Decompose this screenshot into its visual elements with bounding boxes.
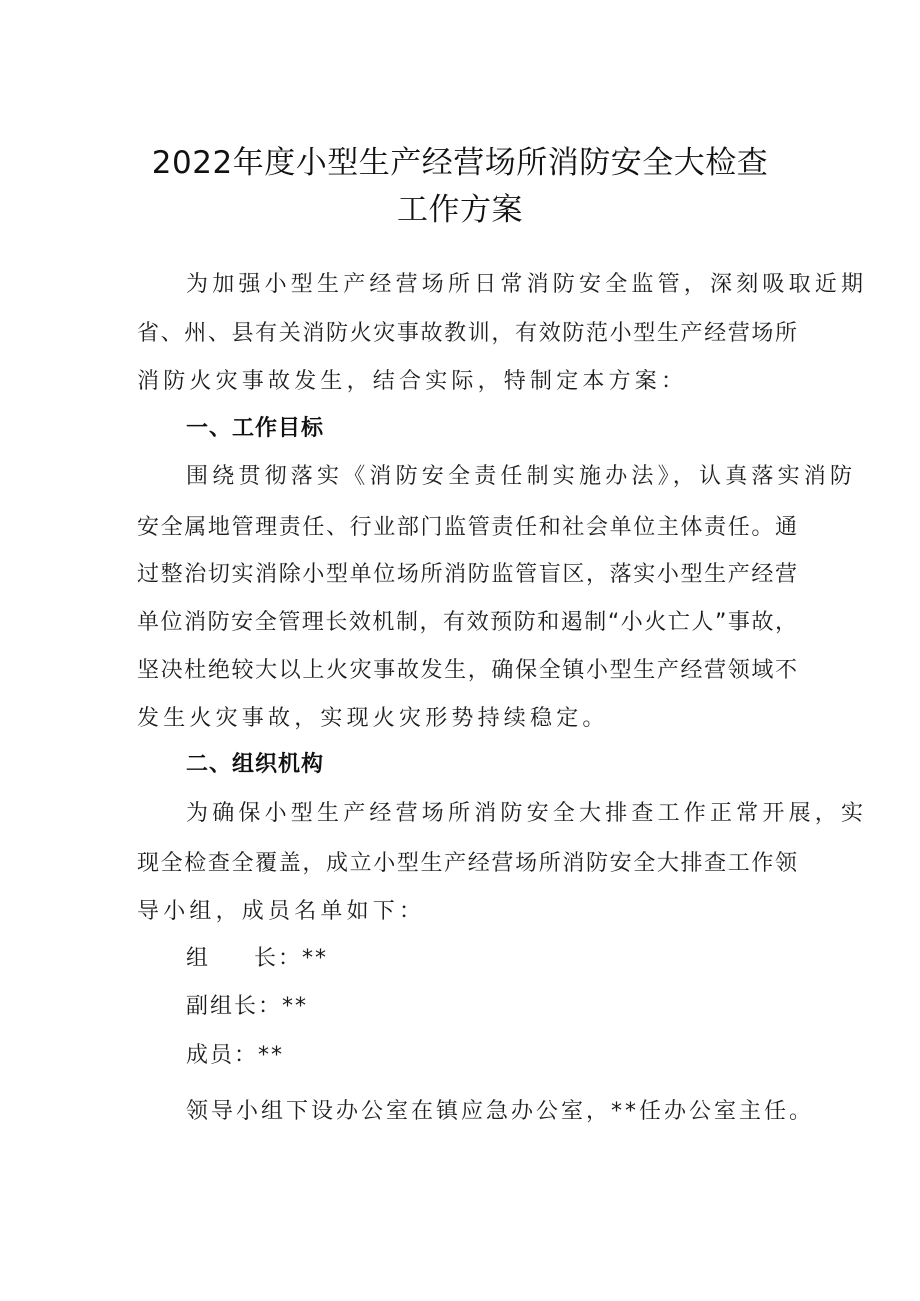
- members-entry: 成员：**: [186, 1043, 285, 1068]
- leader-label-part-1: 组: [186, 946, 211, 971]
- section1-line: 安全属地管理责任、行业部门监管责任和社会单位主体责任。通: [137, 515, 797, 540]
- section1-line: 发生火灾事故，实现火灾形势持续稳定。: [137, 706, 609, 731]
- deputy-leader-entry: 副组长：**: [186, 994, 309, 1019]
- section1-line: 坚决杜绝较大以上火灾事故发生，确保全镇小型生产经营领域不: [137, 658, 797, 683]
- office-line: 领导小组下设办公室在镇应急办公室，**任办公室主任。: [186, 1099, 815, 1124]
- intro-line: 消防火灾事故发生，结合实际，特制定本方案：: [137, 369, 688, 394]
- document-title-line-2: 工作方案: [397, 192, 523, 228]
- intro-line: 为加强小型生产经营场所日常消防安全监管，深刻吸取近期: [186, 272, 868, 297]
- section2-line: 为确保小型生产经营场所消防安全大排查工作正常开展，实: [186, 801, 868, 826]
- section1-line: 单位消防安全管理长效机制，有效预防和遏制“小火亡人”事故，: [137, 610, 797, 635]
- leader-entry: [186, 941, 328, 972]
- document-title-line-1: 2022年度小型生产经营场所消防安全大检查: [151, 145, 769, 181]
- section2-line: 现全检查全覆盖，成立小型生产经营场所消防安全大排查工作领: [137, 851, 797, 876]
- section2-line: 导小组，成员名单如下：: [137, 899, 426, 924]
- leader-label-part-2: 长：**: [254, 946, 329, 971]
- section-heading-organization: 二、组织机构: [186, 752, 325, 777]
- section-heading-work-goals: 一、工作目标: [186, 416, 325, 441]
- intro-line: 省、州、县有关消防火灾事故教训，有效防范小型生产经营场所: [137, 321, 797, 346]
- section1-line: 围绕贯彻落实《消防安全责任制实施办法》，认真落实消防: [186, 464, 857, 489]
- section1-line: 过整治切实消除小型单位场所消防监管盲区，落实小型生产经营: [137, 562, 797, 587]
